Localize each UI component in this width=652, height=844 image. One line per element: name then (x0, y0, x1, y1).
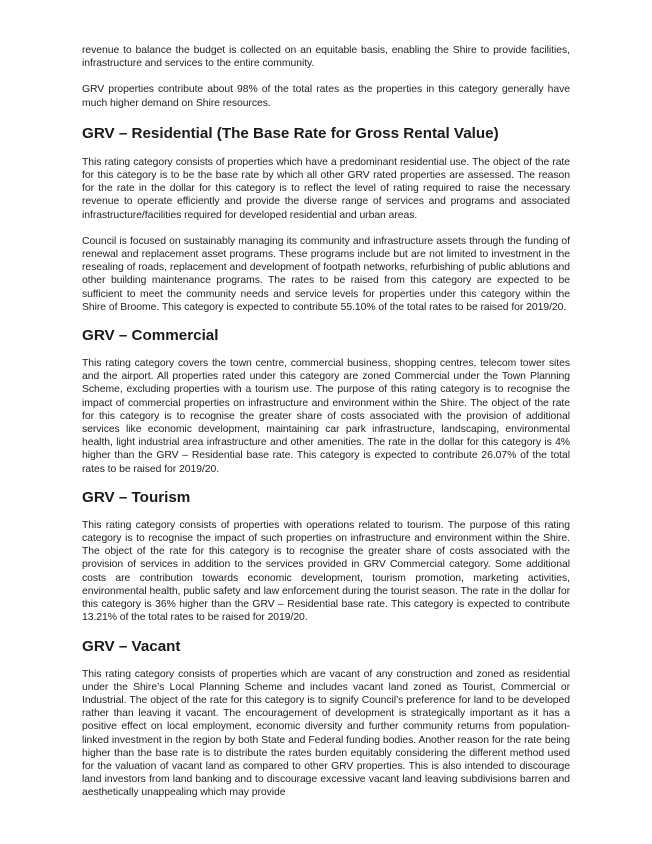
vacant-heading: GRV – Vacant (82, 637, 181, 655)
intro-paragraph-1: revenue to balance the budget is collected on an equitable basis, enabling the Shire to provide facilities, infrastructure and services to the entire community. (82, 45, 570, 70)
intro-paragraph-2: GRV properties contribute about 98% of the total rates as the properties in this category generally have much higher demand on Shire resources. (82, 84, 570, 109)
commercial-paragraph: This rating category covers the town centre, commercial business, shopping centres, telecom tower sites and the airport. All properties rated under this category are zoned Commercial under the Town Planning Scheme, excluding properties with a tourism use. The purpose of this rating category is to recognise the impact of commercial properties on infrastructure and environment within the Shire. The object of the rate for this category is to recognise the greater share of costs associated with the provision of additional services like economic development, maintaining car park infrastructure, landscaping, environmental health, light industrial area infrastructure and other amenities. The rate in the dollar for this category is 4% higher than the GRV – Residential base rate. This category is expected to contribute 26.07% of the total rates to be raised for 2019/20. (82, 358, 570, 475)
residential-heading: GRV – Residential (The Base Rate for Gross Rental Value) (82, 124, 499, 142)
residential-paragraph-2: Council is focused on sustainably managing its community and infrastructure assets through the funding of renewal and replacement asset programs. These programs include but are not limited to investment in the resealing of roads, replacement and development of footpath networks, refurbishing of public ablutions and other building maintenance programs. The rates to be raised from this category are expected to be sufficient to meet the community needs and service levels for properties under this category within the Shire of Broome. This category is expected to contribute 55.10% of the total rates to be raised for 2019/20. (82, 235, 570, 313)
commercial-heading: GRV – Commercial (82, 327, 219, 345)
residential-paragraph-1: This rating category consists of properties which have a predominant residential use. The object of the rate for this category is to be the base rate by which all other GRV rated properties are assessed. The reason for the rate in the dollar for this category is to reflect the level of rating required to raise the necessary revenue to operate efficiently and provide the diverse range of services and programs and associated infrastructure/facilities required for developed residential and urban areas. (82, 156, 570, 221)
document-page (82, 44, 570, 800)
vacant-paragraph: This rating category consists of properties which are vacant of any construction and zoned as residential under the Shire’s Local Planning Scheme and includes vacant land zoned as Tourist, Commercial or Industrial. The object of the rate for this category is to signify Council’s preference for land to be developed rather than leaving it vacant. The encouragement of development is strategically important as it has a positive effect on local employment, economic diversity and further community returns from population-linked investment in the region by both State and Federal funding bodies. Another reason for the rate being higher than the base rate is to distribute the rates burden equitably considering the different method used for the valuation of vacant land as compared to other GRV properties. This is also intended to discourage land investors from land banking and to discourage excessive vacant land leaving subdivisions barren and aesthetically unappealing which may provide (82, 668, 570, 799)
tourism-paragraph: This rating category consists of properties with operations related to tourism. The purpose of this rating category is to recognise the impact of such properties on infrastructure and environment within the Shire. The object of the rate for this category is to recognise the greater share of costs associated with the provision of services in addition to the services provided in GRV Commercial category. Some additional costs are contribution towards economic development, tourism promotion, marketing activities, environmental health, public safety and law enforcement during the tourist season. The rate in the dollar for this category is 36% higher than the GRV – Residential base rate. This category is expected to contribute 13.21% of the total rates to be raised for 2019/20. (82, 519, 570, 624)
tourism-heading: GRV – Tourism (82, 488, 191, 506)
